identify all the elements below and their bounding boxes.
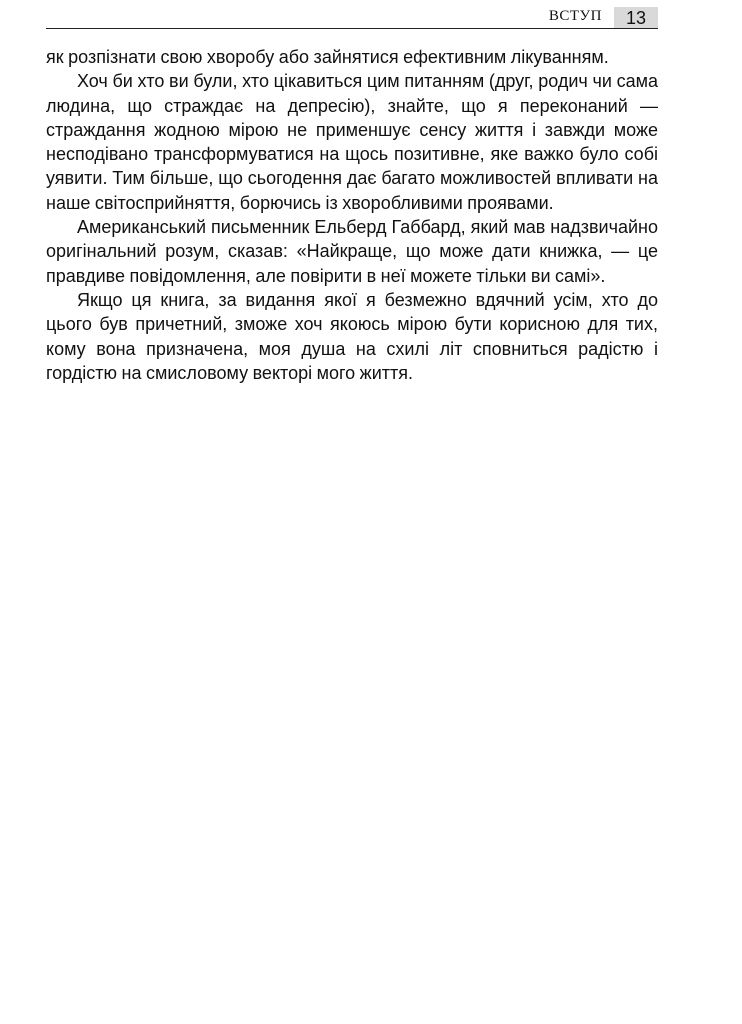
header-divider — [46, 28, 658, 29]
paragraph-continued: як розпізнати свою хворобу або зайнятися ефективним лікуванням. — [46, 47, 609, 67]
paragraph: Американський письменник Ельберд Габбард, який мав надзвичайно оригінальний розум, сказав: «Найкраще, що може дати книжка, — це правдиве повідомлення, але повірити в неї можете тільки ви самі». — [46, 217, 658, 286]
page-header — [46, 0, 658, 30]
paragraph: Хоч би хто ви були, хто цікавиться цим питанням (друг, родич чи сама людина, що страждає на депресію), знайте, що я переконаний — страждання жодною мірою не применшує сенсу життя і завжди може несподівано трансформуватися на щось позитивне, яке важко було собі уявити. Тим більше, що сьогодення дає багато можливостей впливати на наше світосприйняття, борючись із хворобливими проявами. — [46, 71, 658, 213]
page-body — [46, 45, 658, 385]
page-number: 13 — [614, 7, 658, 28]
paragraph: Якщо ця книга, за видання якої я безмежно вдячний усім, хто до цього був причетний, зможе хоч якоюсь мірою бути корисною для тих, кому вона призначена, моя душа на схилі літ сповниться радістю і гордістю на смисловому векторі мого життя. — [46, 289, 658, 383]
running-section-title: ВСТУП — [548, 8, 602, 24]
